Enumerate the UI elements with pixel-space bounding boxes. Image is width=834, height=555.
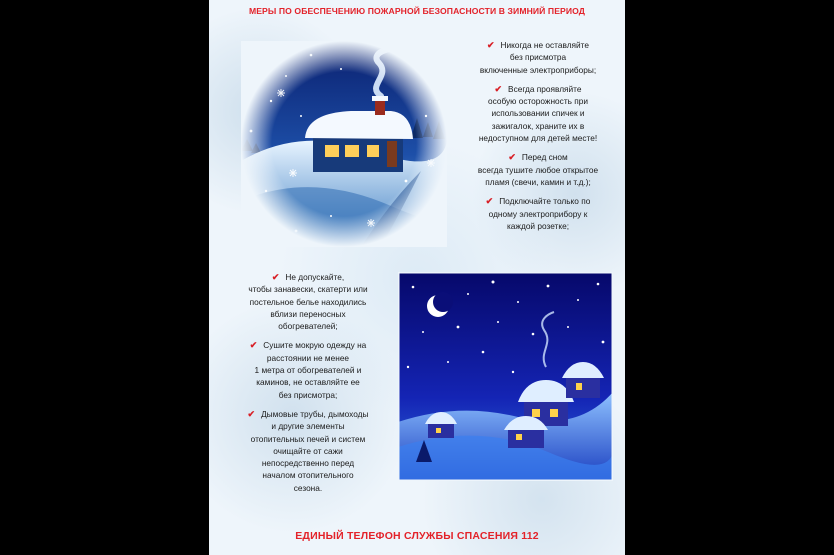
check-icon: ✔	[271, 272, 280, 282]
top-safety-list	[459, 39, 617, 239]
poster-title: МЕРЫ ПО ОБЕСПЕЧЕНИЮ ПОЖАРНОЙ БЕЗОПАСНОСТИ В ЗИМНИЙ ПЕРИОД	[248, 6, 586, 16]
winter-night-village-illustration	[398, 272, 613, 481]
safety-poster	[209, 0, 625, 555]
check-icon: ✔	[486, 40, 495, 50]
list-item: ✔ Подключайте только по одному электроприбору к каждой розетке;	[485, 196, 591, 231]
list-item: ✔ Всегда проявляйте особую осторожность при использовании спичек и зажигалок, храните их в недоступном для детей месте!	[478, 83, 598, 144]
list-item: ✔ Не допускайте, чтобы занавески, скатерти или постельное белье находились вблизи переносных обогревателей;	[248, 272, 368, 332]
check-icon: ✔	[508, 152, 516, 163]
check-icon: ✔	[249, 340, 258, 351]
winter-cottage-illustration	[241, 41, 447, 247]
check-icon: ✔	[485, 196, 494, 207]
list-item: ✔ Дымовые трубы, дымоходы и другие элементы отопительных печей и систем очищайте от сажи непосредственно перед началом отопительного сезона.	[247, 408, 369, 493]
list-item: ✔ Перед сном всегда тушите любое открытое пламя (свечи, камин и т.д.);	[477, 152, 599, 187]
emergency-phone-footer: ЕДИНЫЙ ТЕЛЕФОН СЛУЖБЫ СПАСЕНИЯ 112	[295, 530, 539, 542]
list-item: ✔ Сушите мокрую одежду на расстоянии не менее 1 метра от обогревателей и каминов, не оставляйте ее без присмотра;	[249, 340, 367, 400]
check-icon: ✔	[494, 83, 503, 94]
bottom-safety-list	[227, 271, 389, 501]
list-item: ✔ Никогда не оставляйте без присмотра включенные электроприборы;	[479, 40, 597, 75]
check-icon: ✔	[247, 408, 256, 419]
